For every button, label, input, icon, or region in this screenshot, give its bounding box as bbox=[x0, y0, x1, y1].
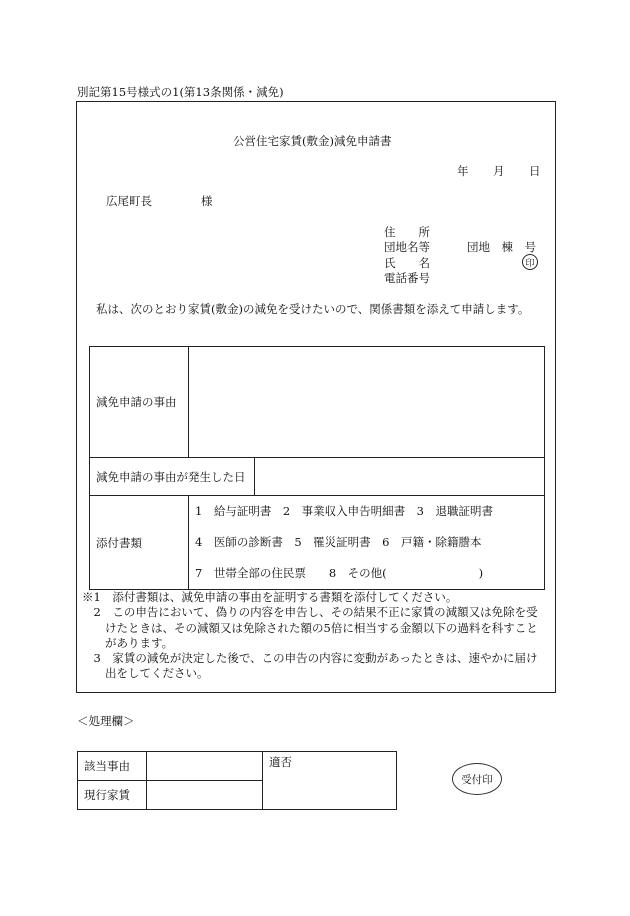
date-occurred-label: 減免申請の事由が発生した日 bbox=[90, 458, 255, 496]
attachment-line: 4 医師の診断書 5 罹災証明書 6 戸籍・除籍謄本 bbox=[195, 535, 482, 549]
note-line: ※1 添付書類は、減免申請の事由を証明する書類を添付してください。 bbox=[82, 590, 458, 604]
attachments-label: 添付書類 bbox=[90, 496, 189, 590]
current-rent-input[interactable] bbox=[147, 781, 263, 810]
notes bbox=[82, 590, 552, 682]
reason-label: 減免申請の事由 bbox=[90, 347, 189, 458]
note-line: けたときは、その減額又は免除された額の5倍に相当する金額以下の過料を科すこと bbox=[82, 620, 538, 635]
danchi-suffix: 団地 棟 号 bbox=[467, 240, 536, 254]
applicable-reason-label: 該当事由 bbox=[78, 752, 147, 781]
form-title: 公営住宅家賃(敷金)減免申請書 bbox=[233, 134, 392, 148]
note-line: 出をしてください。 bbox=[82, 666, 209, 681]
note-line: 3 家賃の減免が決定した後で、この申告の内容に変動があったときは、速やかに届け bbox=[82, 651, 538, 666]
note-line: があります。 bbox=[82, 635, 174, 650]
processing-heading: ＜処理欄＞ bbox=[77, 714, 135, 728]
reason-input[interactable] bbox=[189, 347, 545, 458]
attachment-line: 7 世帯全部の住民票 8 その他( ) bbox=[195, 566, 484, 580]
note-line: 2 この申告において、偽りの内容を申告し、その結果不正に家賃の減額又は免除を受 bbox=[82, 605, 538, 620]
attachment-line: 1 給与証明書 2 事業収入申告明細書 3 退職証明書 bbox=[195, 504, 493, 518]
danchi-label: 団地名等 bbox=[384, 240, 430, 254]
attachments-list bbox=[189, 496, 545, 590]
current-rent-label: 現行家賃 bbox=[78, 781, 147, 810]
address-label: 住 所 bbox=[384, 225, 430, 239]
date-occurred-input[interactable] bbox=[255, 458, 545, 496]
reason-table bbox=[89, 346, 545, 590]
form-label: 別記第15号様式の1(第13条関係・減免) bbox=[77, 85, 284, 99]
date-day: 日 bbox=[529, 164, 541, 178]
date-year: 年 bbox=[457, 164, 469, 178]
name-label: 氏 名 bbox=[384, 256, 430, 270]
addressee-honorific: 様 bbox=[201, 194, 213, 208]
phone-label: 電話番号 bbox=[384, 271, 430, 285]
applicable-reason-input[interactable] bbox=[147, 752, 263, 781]
approval-label: 適否 bbox=[269, 755, 292, 769]
application-statement: 私は、次のとおり家賃(敷金)の減免を受けたいので、関係書類を添えて申請します。 bbox=[96, 302, 530, 316]
date-month: 月 bbox=[493, 164, 505, 178]
addressee-name: 広尾町長 bbox=[106, 194, 152, 208]
approval-cell[interactable] bbox=[263, 752, 397, 810]
processing-table bbox=[77, 751, 397, 810]
seal-mark-icon: 印 bbox=[522, 254, 538, 270]
received-seal: 受付印 bbox=[452, 763, 502, 795]
